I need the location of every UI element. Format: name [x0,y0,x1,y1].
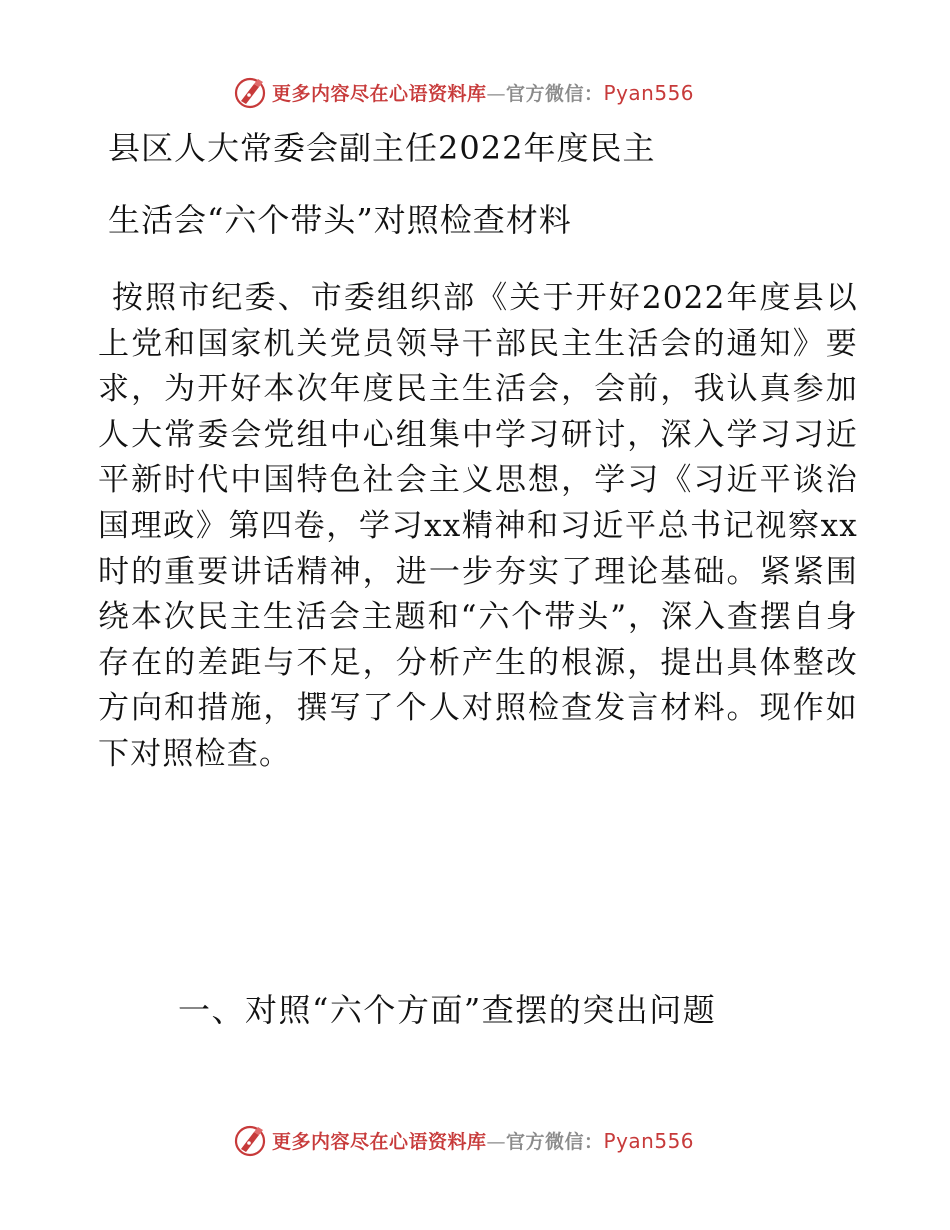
watermark-account: Pyan556 [603,1128,695,1153]
watermark-brand: 更多内容尽在心语资料库 [272,1130,487,1153]
section-heading: 一、对照“六个方面”查摆的突出问题 [178,991,717,1029]
watermark-account: Pyan556 [603,80,695,105]
watermark-label: 官方微信： [506,82,604,105]
document-body-paragraph: 按照市纪委、市委组织部《关于开好2022年度县以上党和国家机关党员领导干部民主生活会的通知》要求，为开好本次年度民主生活会，会前，我认真参加人大常委会党组中心组集中学习研讨，深入学习习近平新时代中国特色社会主义思想，学习《习近平谈治国理政》第四卷，学习xx精神和习近平总书记视察xx时的重要讲话精神，进一步夯实了理论基础。紧紧围绕本次民主生活会主题和“六个带头”，深入查摆自身存在的差距与不足，分析产生的根源，提出具体整改方向和措施，撰写了个人对照检查发言材料。现作如下对照检查。 [98,280,858,772]
watermark-header [232,72,694,112]
watermark-footer [232,1120,694,1160]
watermark-brand: 更多内容尽在心语资料库 [272,82,487,105]
watermark-separator: — [486,82,507,105]
document-title-line-2: 生活会“六个带头”对照检查材料 [108,201,572,239]
pen-nib-logo-icon [232,1122,268,1158]
pen-nib-logo-icon [232,74,268,110]
document-title-line-1: 县区人大常委会副主任2022年度民主 [108,129,656,167]
watermark-separator: — [486,1130,507,1153]
watermark-label: 官方微信： [506,1130,604,1153]
